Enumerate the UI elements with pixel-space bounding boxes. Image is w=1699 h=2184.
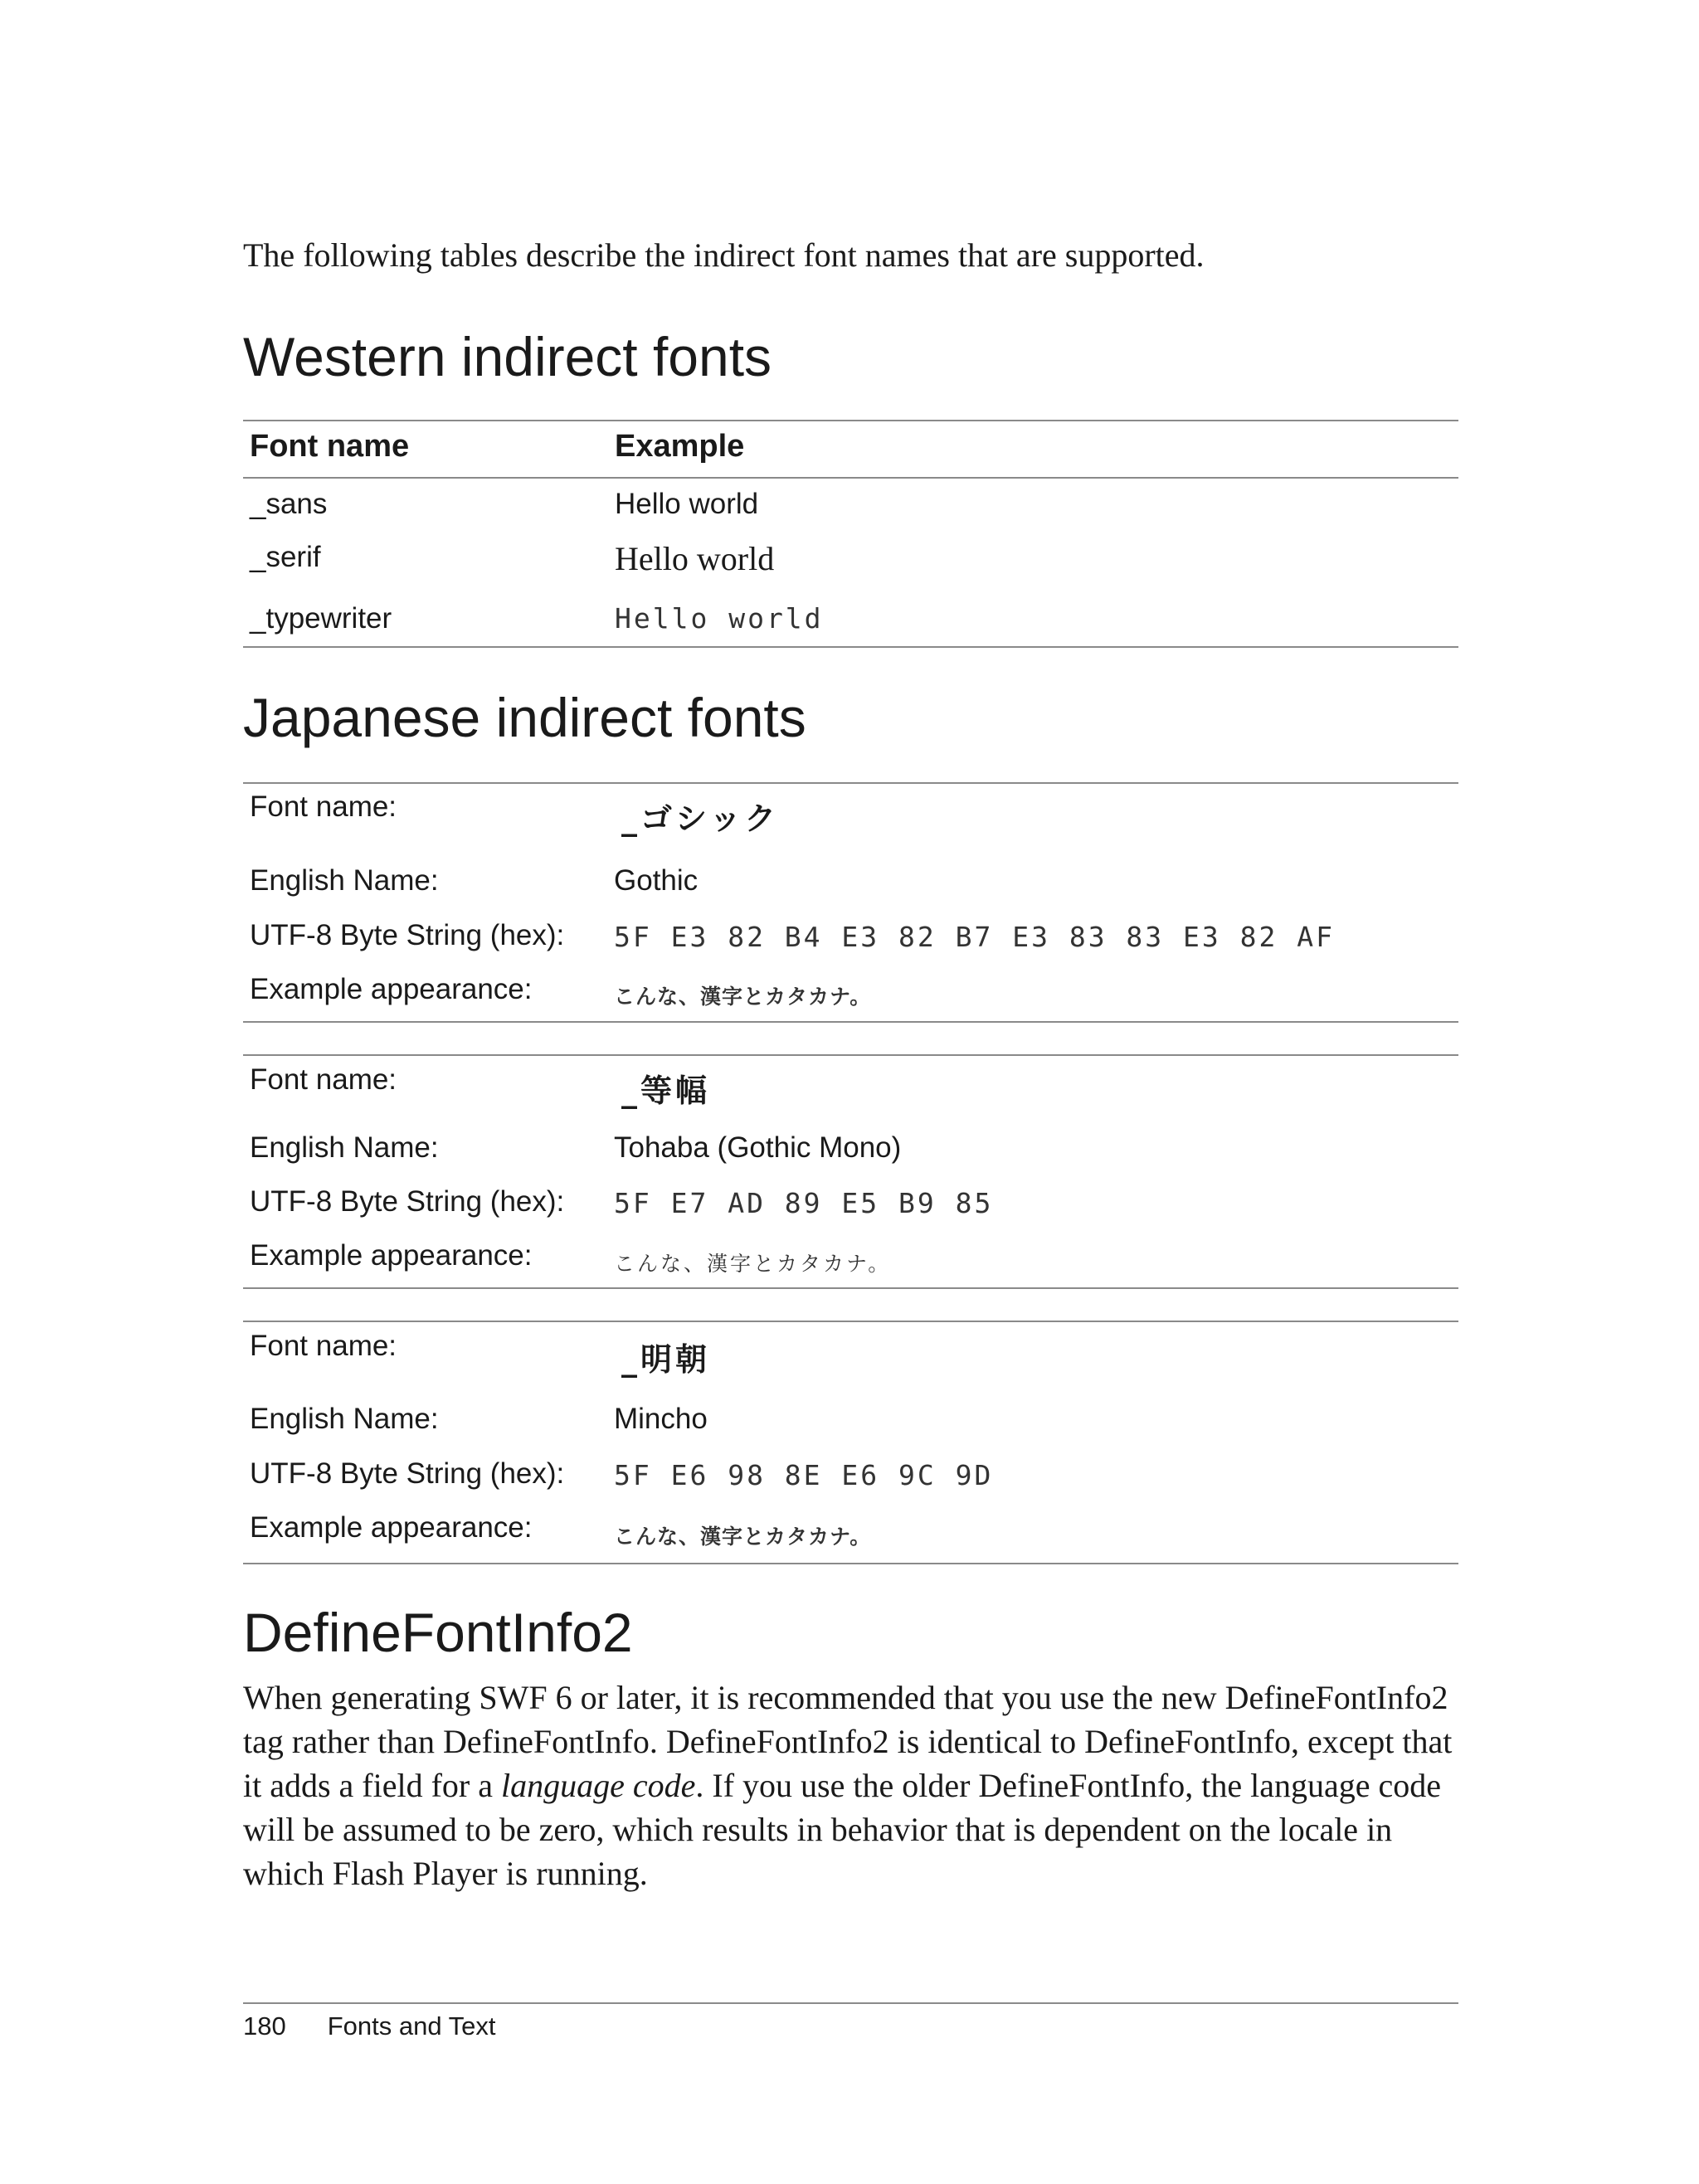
example-appearance-value: こんな、漢字とカタカナ。 <box>614 985 872 1009</box>
utf8-hex-value: 5F E3 82 B4 E3 82 B7 E3 83 83 E3 82 AF <box>614 921 1335 953</box>
table-rule <box>243 1054 1458 1056</box>
utf8-label: UTF-8 Byte String (hex): <box>250 1185 565 1218</box>
english-name-value: Mincho <box>614 1403 708 1435</box>
font-name-label: Font name: <box>250 1330 397 1362</box>
english-name-label: English Name: <box>250 1131 439 1164</box>
example-cell: Hello world <box>615 488 759 520</box>
paragraph-text: . If you use the older DefineFontInfo, the language code will be assumed to be zero, which results in behavior that is dependent on the locale in which Flash Player is running. <box>243 1767 1441 1892</box>
font-name-cell: _serif <box>250 541 321 573</box>
example-appearance-label: Example appearance: <box>250 1239 533 1272</box>
table-rule <box>243 477 1458 479</box>
table-rule <box>243 1563 1458 1564</box>
utf8-label: UTF-8 Byte String (hex): <box>250 919 565 951</box>
table-rule <box>243 1021 1458 1023</box>
table-rule <box>243 646 1458 648</box>
font-name-cell: _typewriter <box>250 602 392 635</box>
font-name-cell: _sans <box>250 488 328 520</box>
example-appearance-label: Example appearance: <box>250 973 533 1005</box>
table-rule <box>243 420 1458 421</box>
western-heading: Western indirect fonts <box>243 326 772 387</box>
english-name-label: English Name: <box>250 1403 439 1435</box>
font-name-value: _ゴシック <box>621 800 780 837</box>
japanese-heading: Japanese indirect fonts <box>243 687 806 748</box>
utf8-label: UTF-8 Byte String (hex): <box>250 1457 565 1490</box>
table-rule <box>243 1321 1458 1322</box>
definefontinfo2-heading: DefineFontInfo2 <box>243 1602 633 1663</box>
definefontinfo2-paragraph <box>243 1676 1458 1895</box>
intro-paragraph: The following tables describe the indirect font names that are supported. <box>243 236 1205 274</box>
utf8-hex-value: 5F E7 AD 89 E5 B9 85 <box>614 1187 994 1219</box>
column-header-example: Example <box>615 429 745 464</box>
chapter-title: Fonts and Text <box>327 2011 496 2041</box>
table-rule <box>243 1287 1458 1289</box>
table-rule <box>243 782 1458 784</box>
example-appearance-value: こんな、漢字とカタカナ。 <box>614 1252 892 1276</box>
example-cell: Hello world <box>615 602 824 635</box>
example-appearance-label: Example appearance: <box>250 1511 533 1544</box>
example-cell: Hello world <box>615 540 775 577</box>
page-footer <box>243 2011 496 2041</box>
font-name-value: _明朝 <box>621 1341 711 1378</box>
font-name-label: Font name: <box>250 790 397 823</box>
english-name-value: Tohaba (Gothic Mono) <box>614 1131 902 1164</box>
footer-rule <box>243 2002 1458 2004</box>
example-appearance-value: こんな、漢字とカタカナ。 <box>614 1525 872 1549</box>
column-header-font-name: Font name <box>250 429 410 464</box>
english-name-value: Gothic <box>614 864 699 897</box>
english-name-label: English Name: <box>250 864 439 897</box>
paragraph-emphasis: language code <box>501 1767 696 1804</box>
font-name-label: Font name: <box>250 1063 397 1096</box>
paragraph-text: When generating SWF 6 or later, it is recommended that you use the new DefineFontInfo2 tag rather than DefineFontInfo. DefineFontInfo2 is identical to DefineFontInfo, except that it adds a field for a <box>243 1679 1453 1804</box>
utf8-hex-value: 5F E6 98 8E E6 9C 9D <box>614 1459 994 1491</box>
font-name-value: _等幅 <box>621 1073 711 1109</box>
page-number: 180 <box>243 2011 286 2041</box>
